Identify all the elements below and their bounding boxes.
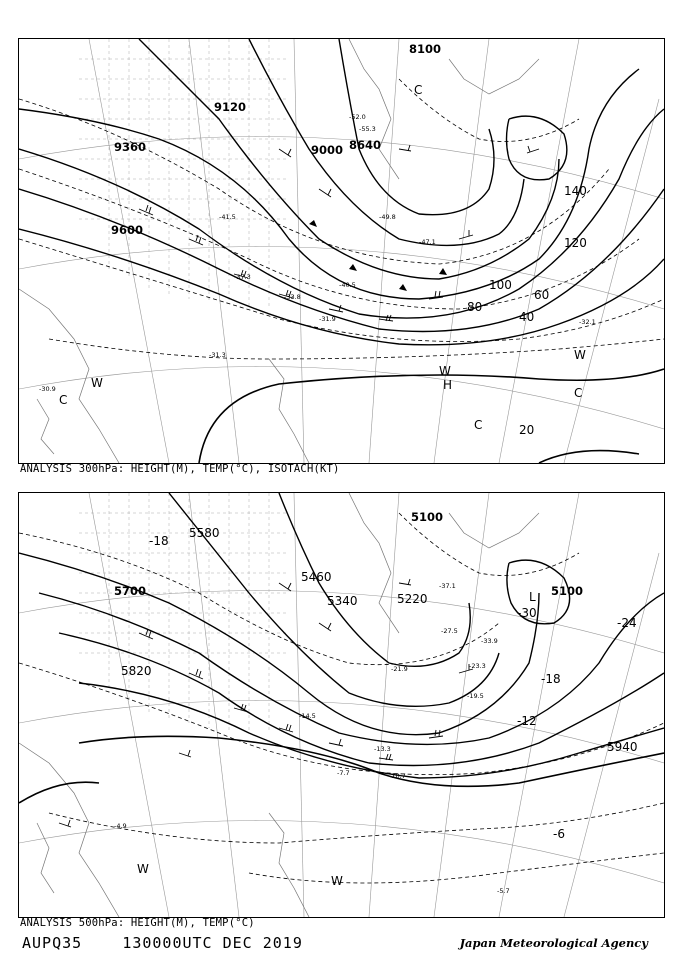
height-label: 9600 <box>111 223 144 237</box>
height-label: 5700 <box>114 584 147 598</box>
height-label: 5820 <box>121 664 152 678</box>
temp-sample: -4.9 <box>114 822 127 830</box>
temp-sample: -21.9 <box>391 665 408 673</box>
temp-sample: -32.1 <box>579 318 596 326</box>
isotach-label: 80 <box>467 300 483 314</box>
graticule <box>19 493 664 917</box>
temp-sample: -49.8 <box>379 213 396 221</box>
isotach-label: 140 <box>564 184 587 198</box>
temp-sample: -33.8 <box>284 293 301 301</box>
center-warm: W <box>91 376 103 390</box>
temp-sample: -37.1 <box>439 582 456 590</box>
temp-sample: -47.1 <box>419 238 436 246</box>
isotach-label: 100 <box>489 278 512 292</box>
height-label: 5100 <box>411 510 444 524</box>
height-label: 8100 <box>409 42 442 56</box>
center-warm: W <box>439 364 451 378</box>
temp-sample: -7.7 <box>337 769 350 777</box>
valid-time: 130000UTC DEC 2019 <box>122 934 303 952</box>
map-500hpa-canvas <box>19 493 664 917</box>
center-cold: C <box>414 83 423 97</box>
map-500hpa <box>18 492 665 918</box>
temp-sample: -5.7 <box>497 887 510 895</box>
center-warm: W <box>331 874 343 888</box>
temp-sample: -31.9 <box>319 315 336 323</box>
caption-300hpa: ANALYSIS 300hPa: HEIGHT(M), TEMP(°C), ISOTACH(KT) <box>20 463 340 475</box>
temp-sample: -31.3 <box>209 351 226 359</box>
height-label: 9120 <box>214 100 247 114</box>
graticule <box>19 39 664 463</box>
isotherm-label: -6 <box>553 827 565 841</box>
temp-sample: -14.5 <box>299 712 316 720</box>
height-contours <box>19 493 664 803</box>
height-label: 5460 <box>301 570 332 584</box>
chart-code: AUPQ35 <box>22 934 83 952</box>
temp-sample: -23.3 <box>469 662 486 670</box>
map-300hpa <box>18 38 665 464</box>
height-label: 8640 <box>349 138 382 152</box>
isotherm-label: -18 <box>149 534 169 548</box>
height-label: 9360 <box>114 140 147 154</box>
temp-grid <box>79 493 289 733</box>
isotherm-label: -12 <box>517 714 537 728</box>
wind-pennants <box>309 220 447 291</box>
center-low: L <box>529 590 536 604</box>
height-label: 5940 <box>607 740 638 754</box>
height-label: 5340 <box>327 594 358 608</box>
center-warm: W <box>137 862 149 876</box>
height-label: 9000 <box>311 143 344 157</box>
isotherm-label: -24 <box>617 616 637 630</box>
isotach-label: 40 <box>519 310 535 324</box>
temp-sample: -37.3 <box>234 273 251 281</box>
isotach-label: 120 <box>564 236 587 250</box>
center-cold: C <box>59 393 68 407</box>
center-cold: C <box>574 386 583 400</box>
temp-sample: -33.9 <box>481 637 498 645</box>
temp-sample: -27.5 <box>441 627 458 635</box>
temp-sample: -52.0 <box>349 113 366 121</box>
temp-sample: -40.5 <box>339 281 356 289</box>
center-high: H <box>443 378 453 392</box>
temp-sample: -30.9 <box>39 385 56 393</box>
agency-credit: Japan Meteorological Agency <box>459 936 648 950</box>
isotach-label: 20 <box>519 423 535 437</box>
height-label: 5220 <box>397 592 428 606</box>
caption-500hpa: ANALYSIS 500hPa: HEIGHT(M), TEMP(°C) <box>20 917 255 929</box>
temp-sample: -19.5 <box>467 692 484 700</box>
map-300hpa-canvas <box>19 39 664 463</box>
temp-sample: -10.7 <box>389 772 406 780</box>
isotach-label: 60 <box>534 288 550 302</box>
coastline <box>19 493 539 917</box>
temp-sample: -41.5 <box>219 213 236 221</box>
height-label: 5100 <box>551 584 584 598</box>
isotherm-label: -30 <box>517 606 537 620</box>
temp-sample: -13.3 <box>374 745 391 753</box>
height-label: 5580 <box>189 526 220 540</box>
isotherm-label: -18 <box>541 672 561 686</box>
wind-barbs <box>59 579 473 827</box>
center-warm: W <box>574 348 586 362</box>
temp-sample: -55.3 <box>359 125 376 133</box>
chart-identifier <box>22 934 303 952</box>
center-cold: C <box>474 418 483 432</box>
wind-barbs <box>139 145 539 321</box>
